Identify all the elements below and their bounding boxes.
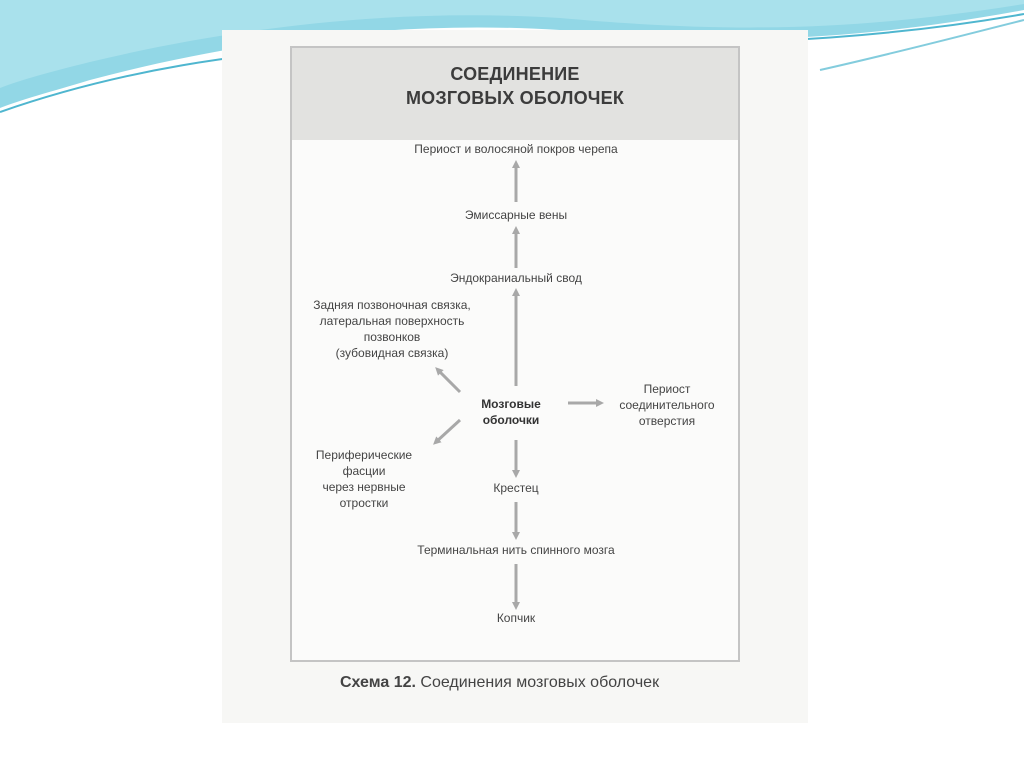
node-posterior-ligament: Задняя позвоночная связка, латеральная поверхность позвонков (зубовидная связка) xyxy=(313,298,471,360)
node-peripheral-fascia: Периферические фасции через нервные отростки xyxy=(315,448,413,510)
node-periost-skull: Периост и волосяной покров черепа xyxy=(414,142,618,156)
node-coccyx: Копчик xyxy=(496,611,536,625)
node-sacrum: Крестец xyxy=(493,481,539,495)
caption-label: Схема 12. xyxy=(340,674,416,691)
node-emissary-veins: Эмиссарные вены xyxy=(464,208,568,222)
title-line-1: СОЕДИНЕНИЕ xyxy=(450,64,580,84)
node-endocranial-vault: Эндокраниальный свод xyxy=(450,271,582,285)
node-meninges-center: Мозговые оболочки xyxy=(481,397,541,427)
arrow-upper-left xyxy=(438,370,460,392)
node-foramen-periost: Периост соединительного отверстия xyxy=(619,382,715,428)
caption-text: Соединения мозговых оболочек xyxy=(415,674,660,691)
node-filum-terminale: Терминальная нить спинного мозга xyxy=(417,543,615,557)
scanned-figure xyxy=(222,30,808,723)
title-line-2: МОЗГОВЫХ ОБОЛОЧЕК xyxy=(405,88,625,108)
figure-caption xyxy=(340,674,659,692)
